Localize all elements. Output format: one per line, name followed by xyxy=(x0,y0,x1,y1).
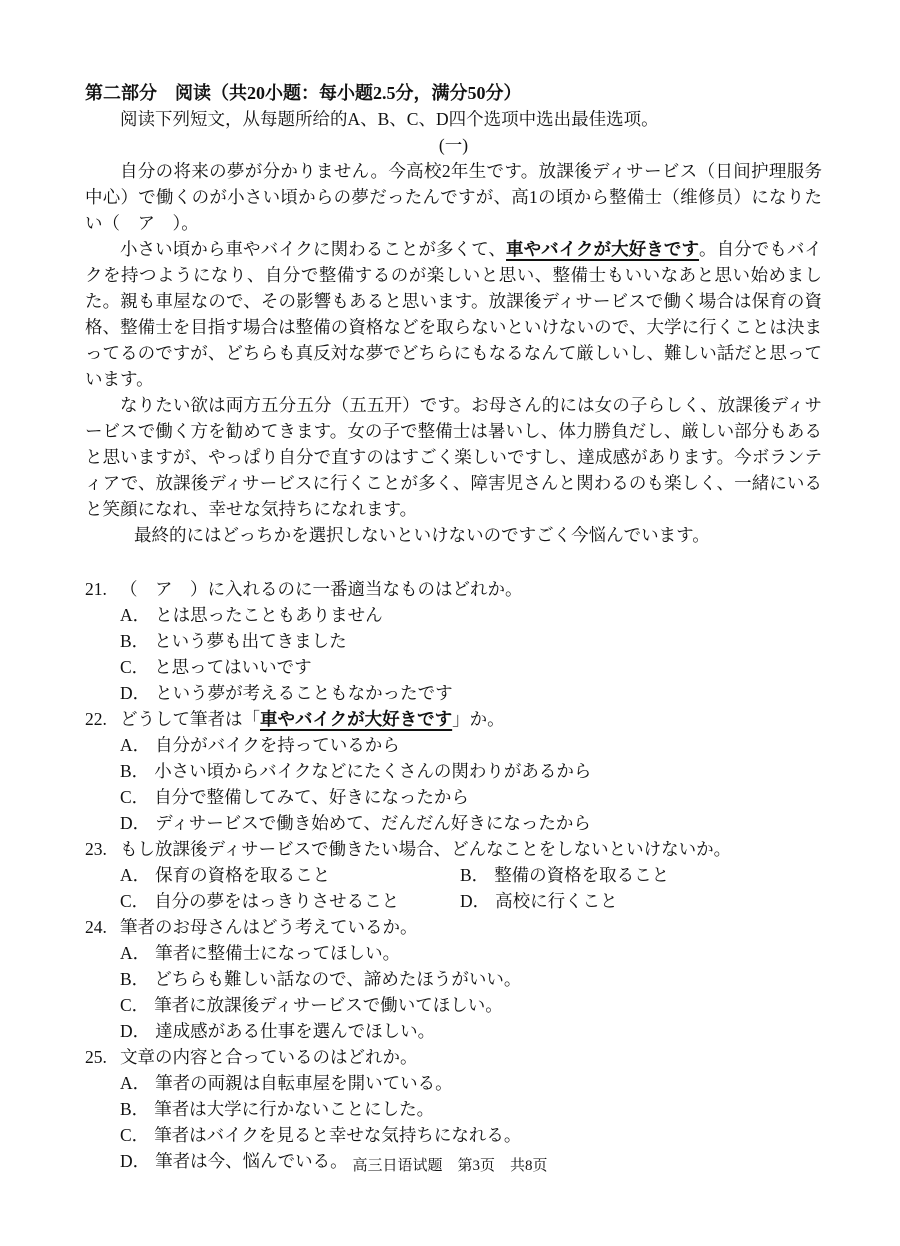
question-number: 22. xyxy=(85,709,107,729)
passage-paragraph-4: 最終的にはどっちかを選択しないといけないのですごく今悩んでいます。 xyxy=(134,525,710,545)
option-label: D． xyxy=(120,1021,151,1041)
option-label: D． xyxy=(120,683,151,703)
stem-post-text: 」か。 xyxy=(452,709,505,729)
option-b xyxy=(120,758,822,784)
option-d xyxy=(460,888,822,914)
reading-passage xyxy=(85,158,822,548)
question-stem-text: （ ア ）に入れるのに一番適当なものはどれか。 xyxy=(120,579,523,599)
option-label: C． xyxy=(120,995,150,1015)
option-text: 筆者に整備士になってほしい。 xyxy=(155,943,401,963)
option-text: という夢も出てきました xyxy=(154,631,347,651)
option-d xyxy=(120,1018,822,1044)
para2-post-text: 。自分でもバイクを持つようになり、自分で整備するのが楽しいと思い、整備士もいいなあと思い始めました。親も車屋なので、その影響もあると思います。放課後ディサービスで働く場合は保育の資格、整備士を目指す場合は整備の資格などを取らないといけないので、大学に行くことは決まってるのですが、どちらも真反対な夢でどちらにもなるなんて厳しいし、難しい話だと思っています。 xyxy=(85,239,822,389)
option-text: という夢が考えることもなかったです xyxy=(155,683,453,703)
option-label: A． xyxy=(120,1073,151,1093)
option-a xyxy=(120,940,822,966)
question-21-stem xyxy=(85,576,822,602)
question-number: 24. xyxy=(85,917,107,937)
option-text: 小さい頃からバイクなどにたくさんの関わりがあるから xyxy=(154,761,592,781)
option-c xyxy=(120,1122,822,1148)
stem-pre-text: どうして筆者は「 xyxy=(120,709,260,729)
option-text: 筆者に放課後ディサービスで働いてほしい。 xyxy=(154,995,503,1015)
exam-page xyxy=(85,80,822,1174)
question-21 xyxy=(85,576,822,706)
option-text: 筆者は大学に行かないことにした。 xyxy=(154,1099,435,1119)
option-text: 保育の資格を取ること xyxy=(155,865,331,885)
option-label: D． xyxy=(120,813,151,833)
question-25-stem xyxy=(85,1044,822,1070)
option-text: とは思ったこともありません xyxy=(155,605,383,625)
question-stem-text: 文章の内容と合っているのはどれか。 xyxy=(120,1047,418,1067)
option-label: D． xyxy=(460,891,491,911)
option-c xyxy=(120,992,822,1018)
option-text: ディサービスで働き始めて、だんだん好きになったから xyxy=(155,813,591,833)
option-b xyxy=(120,628,822,654)
passage-number: (一) xyxy=(438,135,469,155)
option-d xyxy=(120,680,822,706)
option-a xyxy=(120,862,460,888)
question-23 xyxy=(85,836,822,914)
option-label: C． xyxy=(120,787,150,807)
option-b xyxy=(120,1096,822,1122)
option-label: B． xyxy=(120,761,150,781)
option-a xyxy=(120,1070,822,1096)
question-stem-text: 筆者のお母さんはどう考えているか。 xyxy=(120,917,418,937)
instruction-line: 阅读下列短文，从每题所给的A、B、C、D四个选项中选出最佳选项。 xyxy=(120,109,659,129)
option-label: B． xyxy=(120,1099,150,1119)
option-label: B． xyxy=(120,969,150,989)
option-c xyxy=(120,888,460,914)
question-23-options xyxy=(85,862,822,914)
question-23-stem xyxy=(85,836,822,862)
option-label: B． xyxy=(120,631,150,651)
option-text: 自分で整備してみて、好きになったから xyxy=(154,787,469,807)
option-label: A． xyxy=(120,943,151,963)
question-stem-text: もし放課後ディサービスで働きたい場合、どんなことをしないといけないか。 xyxy=(120,839,732,859)
option-label: C． xyxy=(120,891,150,911)
passage-paragraph-3: なりたい欲は両方五分五分（五五开）です。お母さん的には女の子らしく、放課後ディサービスで働く方を勧めてきます。女の子で整備士は暑いし、体力勝負だし、厳しい部分もあると思いますが、やっぱり自分で直すのはすごく楽しいですし、達成感があります。今ボランティアで、放課後ディサービスに行くことが多く、障害児さんと関わるのも楽しく、一緒にいると笑顔になれ、幸せな気持ちになれます。 xyxy=(85,395,822,519)
question-21-options xyxy=(85,602,822,706)
option-label: C． xyxy=(120,657,150,677)
option-text: 整備の資格を取ること xyxy=(494,865,670,885)
page-footer: 高三日语试题 第3页 共8页 xyxy=(352,1158,548,1174)
para2-pre-text: 小さい頃から車やバイクに関わることが多くて、 xyxy=(120,239,507,259)
question-number: 25. xyxy=(85,1047,107,1067)
option-text: どちらも難しい話なので、諦めたほうがいい。 xyxy=(154,969,522,989)
option-label: A． xyxy=(120,735,151,755)
option-a xyxy=(120,602,822,628)
option-c xyxy=(120,654,822,680)
option-text: 筆者の両親は自転車屋を開いている。 xyxy=(155,1073,453,1093)
option-text: 筆者は今、悩んでいる。 xyxy=(155,1151,348,1171)
option-b xyxy=(460,862,822,888)
option-label: B． xyxy=(460,865,490,885)
option-text: 自分がバイクを持っているから xyxy=(155,735,400,755)
option-text: 高校に行くこと xyxy=(495,891,618,911)
question-number: 21. xyxy=(85,579,107,599)
option-label: A． xyxy=(120,865,151,885)
section-title: 第二部分 阅读（共20小题：每小题2.5分，满分50分） xyxy=(85,83,522,103)
option-text: 達成感がある仕事を選んでほしい。 xyxy=(155,1021,436,1041)
underlined-phrase: 車やバイクが大好きです xyxy=(506,239,700,259)
option-text: 筆者はバイクを見ると幸せな気持ちになれる。 xyxy=(154,1125,522,1145)
question-22-stem xyxy=(85,706,822,732)
option-text: と思ってはいいです xyxy=(154,657,312,677)
question-22 xyxy=(85,706,822,836)
option-b xyxy=(120,966,822,992)
question-number: 23. xyxy=(85,839,107,859)
option-text: 自分の夢をはっきりさせること xyxy=(154,891,400,911)
question-24 xyxy=(85,914,822,1044)
question-24-stem xyxy=(85,914,822,940)
option-a xyxy=(120,732,822,758)
question-24-options xyxy=(85,940,822,1044)
question-stem-text xyxy=(120,706,505,732)
option-c xyxy=(120,784,822,810)
option-label: C． xyxy=(120,1125,150,1145)
passage-paragraph-2 xyxy=(85,236,822,392)
option-label: D． xyxy=(120,1151,151,1171)
questions-section xyxy=(85,576,822,1174)
underlined-phrase: 車やバイクが大好きです xyxy=(260,709,453,729)
option-label: A． xyxy=(120,605,151,625)
passage-paragraph-1: 自分の将来の夢が分かりません。今高校2年生です。放課後ディサービス（日间护理服务中心）で働くのが小さい頃からの夢だったんですが、高1の頃から整備士（维修员）になりたい（ ア ）。 xyxy=(85,161,822,233)
question-22-options xyxy=(85,732,822,836)
option-d xyxy=(120,810,822,836)
